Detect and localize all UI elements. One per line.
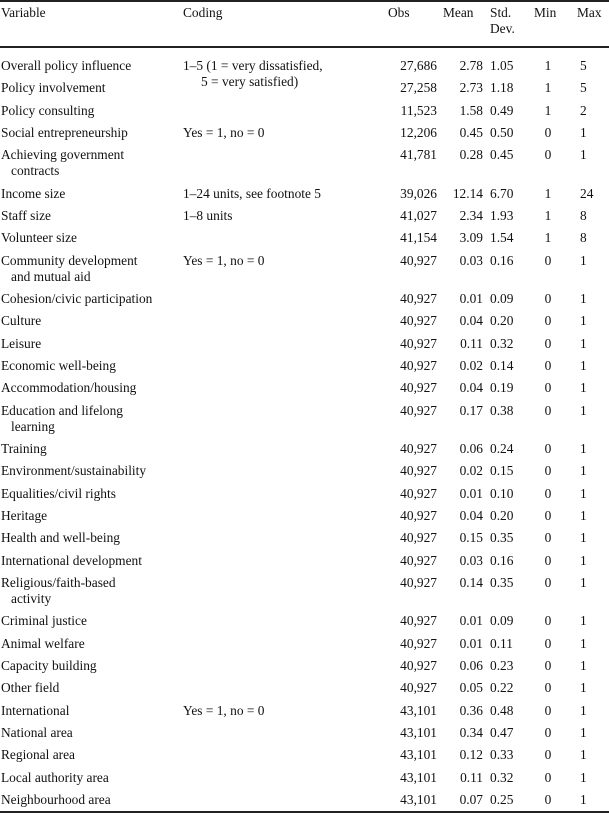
cell-max: 24 (580, 185, 594, 201)
cell-mean: 0.03 (459, 552, 483, 568)
cell-mean: 0.11 (460, 769, 483, 785)
cell-variable (1, 575, 116, 607)
header-std-dev-line2: Dev. (490, 21, 515, 36)
cell-coding (183, 125, 264, 141)
cell-variable (1, 441, 47, 457)
variable-line2: contracts (11, 163, 60, 179)
coding-line1: 1–5 (1 = very dissatisfied, (183, 58, 323, 73)
cell-obs: 40,927 (400, 485, 437, 501)
cell-max: 1 (580, 724, 587, 740)
cell-mean: 0.05 (459, 680, 483, 696)
cell-mean: 0.04 (459, 380, 483, 396)
cell-variable (1, 680, 59, 696)
table-top-rule (0, 0, 609, 2)
coding-line1: 1–8 units (183, 208, 233, 223)
cell-std-dev: 0.35 (490, 574, 514, 590)
cell-variable (1, 613, 87, 629)
cell-min: 1 (544, 230, 552, 246)
cell-max: 1 (580, 769, 587, 785)
cell-std-dev: 0.10 (490, 485, 514, 501)
cell-mean: 1.58 (459, 102, 483, 118)
cell-max: 1 (580, 680, 587, 696)
cell-obs: 40,927 (400, 530, 437, 546)
cell-std-dev: 0.38 (490, 402, 514, 418)
cell-min: 0 (544, 791, 552, 807)
cell-max: 1 (580, 508, 587, 523)
cell-obs: 41,027 (400, 208, 437, 223)
cell-min: 0 (544, 702, 552, 718)
cell-mean: 0.02 (459, 463, 483, 479)
variable-line2: learning (11, 418, 55, 434)
variable-line1: Equalities/civil rights (1, 485, 116, 501)
cell-variable (1, 336, 41, 352)
header-variable: Variable (1, 5, 46, 20)
cell-std-dev: 0.25 (490, 791, 514, 807)
coding-line1: 1–24 units, see footnote 5 (183, 185, 321, 201)
cell-coding (183, 208, 232, 224)
variable-line1: Community development (1, 252, 138, 268)
cell-max: 1 (580, 358, 587, 373)
cell-mean: 0.06 (459, 658, 483, 673)
cell-std-dev: 0.11 (490, 635, 513, 651)
cell-variable (1, 358, 116, 374)
cell-obs: 11,523 (400, 102, 437, 118)
cell-variable (1, 658, 97, 674)
cell-max: 1 (580, 124, 587, 140)
header-std-dev (490, 5, 515, 37)
cell-std-dev: 0.32 (490, 335, 514, 351)
cell-coding (183, 186, 321, 202)
cell-variable (1, 530, 120, 546)
cell-mean: 0.45 (459, 124, 483, 140)
cell-std-dev: 0.49 (490, 102, 514, 118)
cell-std-dev: 0.22 (490, 680, 514, 696)
cell-variable (1, 725, 73, 741)
header-rule (0, 46, 609, 48)
cell-min: 0 (544, 291, 552, 307)
cell-mean: 0.01 (459, 485, 483, 501)
variable-line1: International development (1, 552, 142, 568)
cell-std-dev: 0.09 (490, 613, 514, 629)
cell-obs: 40,927 (400, 441, 437, 457)
cell-max: 1 (580, 635, 587, 651)
variable-line1: Education and lifelong (1, 402, 123, 418)
cell-mean: 0.03 (459, 252, 483, 268)
cell-obs: 40,927 (400, 402, 437, 418)
cell-min: 1 (544, 80, 552, 96)
cell-std-dev: 1.05 (490, 58, 514, 73)
cell-std-dev: 0.45 (490, 147, 514, 163)
cell-std-dev: 0.20 (490, 508, 514, 523)
cell-min: 0 (544, 747, 552, 763)
variable-line1: Policy consulting (1, 102, 95, 118)
variable-line1: Criminal justice (1, 613, 87, 629)
cell-variable (1, 291, 152, 307)
cell-min: 0 (544, 358, 552, 373)
variable-line1: Achieving government (1, 147, 125, 163)
cell-coding (183, 703, 264, 719)
variable-line1: Policy involvement (1, 80, 106, 96)
coding-line1: Yes = 1, no = 0 (183, 252, 265, 268)
cell-max: 1 (580, 313, 587, 329)
cell-obs: 40,927 (400, 335, 437, 351)
cell-max: 1 (580, 702, 587, 718)
cell-max: 1 (580, 574, 587, 590)
cell-min: 0 (544, 724, 552, 740)
variable-line2: activity (11, 590, 52, 606)
cell-mean: 0.17 (459, 402, 483, 418)
variable-line1: Social entrepreneurship (1, 124, 128, 140)
cell-min: 0 (544, 680, 552, 696)
cell-std-dev: 0.09 (490, 291, 514, 307)
cell-std-dev: 6.70 (490, 185, 514, 201)
variable-line1: Other field (1, 680, 60, 696)
cell-mean: 0.02 (459, 358, 483, 373)
cell-mean: 2.34 (459, 208, 483, 223)
cell-std-dev: 0.47 (490, 724, 514, 740)
cell-obs: 40,927 (400, 291, 437, 307)
cell-obs: 40,927 (400, 358, 437, 373)
variable-line1: Staff size (1, 208, 51, 223)
cell-mean: 12.14 (452, 185, 483, 201)
cell-variable (1, 103, 94, 119)
cell-min: 1 (544, 58, 552, 73)
cell-variable (1, 313, 41, 329)
cell-obs: 12,206 (400, 124, 437, 140)
cell-max: 2 (580, 102, 587, 118)
cell-obs: 39,026 (400, 185, 437, 201)
cell-coding (183, 58, 323, 90)
cell-variable (1, 463, 146, 479)
cell-max: 5 (580, 80, 587, 96)
cell-max: 1 (580, 791, 587, 807)
variable-line1: Religious/faith-based (1, 574, 116, 590)
cell-min: 0 (544, 508, 552, 523)
cell-obs: 27,258 (400, 80, 437, 96)
cell-max: 1 (580, 380, 587, 396)
cell-min: 0 (544, 485, 552, 501)
cell-max: 1 (580, 291, 587, 307)
cell-mean: 2.73 (459, 80, 483, 96)
cell-std-dev: 0.16 (490, 252, 514, 268)
cell-std-dev: 0.35 (490, 530, 514, 546)
variable-line1: Leisure (1, 335, 42, 351)
cell-max: 1 (580, 147, 587, 163)
variable-line1: Neighbourhood area (1, 791, 111, 807)
cell-variable (1, 508, 47, 524)
variable-line1: Culture (1, 313, 42, 329)
cell-min: 1 (544, 208, 552, 223)
variable-line1: Volunteer size (1, 230, 77, 246)
cell-min: 0 (544, 574, 552, 590)
cell-min: 0 (544, 380, 552, 396)
header-std-dev-line1: Std. (490, 5, 512, 20)
cell-mean: 3.09 (459, 230, 483, 246)
cell-variable (1, 792, 111, 808)
cell-variable (1, 253, 138, 285)
cell-obs: 40,927 (400, 613, 437, 629)
variable-line1: Heritage (1, 508, 48, 523)
variable-line1: Economic well-being (1, 358, 116, 373)
header-mean: Mean (443, 5, 474, 20)
variable-line1: Environment/sustainability (1, 463, 147, 479)
cell-max: 1 (580, 747, 587, 763)
cell-max: 1 (580, 658, 587, 673)
cell-std-dev: 0.48 (490, 702, 514, 718)
cell-variable (1, 636, 85, 652)
cell-obs: 43,101 (400, 791, 437, 807)
cell-obs: 43,101 (400, 724, 437, 740)
cell-obs: 43,101 (400, 747, 437, 763)
header-obs: Obs (388, 5, 410, 20)
cell-coding (183, 253, 264, 269)
cell-obs: 40,927 (400, 680, 437, 696)
variable-line1: Overall policy influence (1, 58, 132, 73)
header-max: Max (577, 5, 602, 20)
cell-mean: 0.11 (460, 335, 483, 351)
cell-std-dev: 0.50 (490, 124, 514, 140)
cell-obs: 40,927 (400, 313, 437, 329)
cell-std-dev: 0.14 (490, 358, 514, 373)
cell-variable (1, 703, 69, 719)
cell-min: 0 (544, 552, 552, 568)
cell-std-dev: 0.19 (490, 380, 514, 396)
cell-obs: 40,927 (400, 635, 437, 651)
variable-line1: Training (1, 441, 47, 457)
cell-std-dev: 0.15 (490, 463, 514, 479)
cell-obs: 41,781 (400, 147, 437, 163)
cell-min: 0 (544, 124, 552, 140)
header-min: Min (534, 5, 557, 20)
coding-line1: Yes = 1, no = 0 (183, 702, 265, 718)
cell-std-dev: 0.16 (490, 552, 514, 568)
cell-variable (1, 230, 77, 246)
cell-min: 1 (544, 185, 552, 201)
cell-mean: 0.15 (459, 530, 483, 546)
cell-mean: 2.78 (459, 58, 483, 73)
cell-variable (1, 147, 124, 179)
cell-mean: 0.07 (459, 791, 483, 807)
cell-max: 5 (580, 58, 587, 73)
cell-mean: 0.04 (459, 313, 483, 329)
cell-std-dev: 1.18 (490, 80, 514, 96)
cell-mean: 0.14 (459, 574, 483, 590)
cell-max: 8 (580, 230, 587, 246)
cell-min: 0 (544, 313, 552, 329)
cell-mean: 0.34 (459, 724, 483, 740)
cell-variable (1, 486, 116, 502)
variable-line1: National area (1, 724, 73, 740)
cell-min: 0 (544, 335, 552, 351)
cell-min: 0 (544, 441, 552, 457)
cell-obs: 40,927 (400, 552, 437, 568)
cell-min: 0 (544, 463, 552, 479)
cell-variable (1, 770, 109, 786)
cell-std-dev: 0.32 (490, 769, 514, 785)
cell-variable (1, 553, 142, 569)
cell-max: 1 (580, 335, 587, 351)
cell-obs: 43,101 (400, 702, 437, 718)
cell-variable (1, 58, 131, 74)
cell-max: 8 (580, 208, 587, 223)
cell-std-dev: 1.93 (490, 208, 514, 223)
cell-max: 1 (580, 530, 587, 546)
cell-max: 1 (580, 441, 587, 457)
cell-obs: 27,686 (400, 58, 437, 73)
variable-line1: Capacity building (1, 658, 97, 673)
cell-std-dev: 0.33 (490, 747, 514, 763)
cell-variable (1, 208, 51, 224)
cell-mean: 0.01 (459, 613, 483, 629)
cell-std-dev: 0.20 (490, 313, 514, 329)
cell-mean: 0.04 (459, 508, 483, 523)
cell-max: 1 (580, 485, 587, 501)
variable-line1: International (1, 702, 70, 718)
cell-obs: 40,927 (400, 463, 437, 479)
cell-min: 0 (544, 147, 552, 163)
coding-line1: Yes = 1, no = 0 (183, 124, 265, 140)
cell-max: 1 (580, 252, 587, 268)
cell-variable (1, 380, 136, 396)
cell-std-dev: 0.24 (490, 441, 514, 457)
cell-mean: 0.06 (459, 441, 483, 457)
cell-std-dev: 1.54 (490, 230, 514, 246)
cell-mean: 0.01 (459, 635, 483, 651)
cell-mean: 0.36 (459, 702, 483, 718)
cell-mean: 0.01 (459, 291, 483, 307)
cell-max: 1 (580, 552, 587, 568)
cell-mean: 0.12 (459, 747, 483, 763)
cell-obs: 43,101 (400, 769, 437, 785)
table-bottom-rule (0, 811, 609, 813)
cell-obs: 40,927 (400, 508, 437, 523)
header-coding: Coding (183, 5, 223, 20)
variable-line1: Regional area (1, 747, 75, 763)
variable-line1: Health and well-being (1, 530, 120, 546)
cell-variable (1, 747, 75, 763)
cell-obs: 40,927 (400, 574, 437, 590)
cell-obs: 40,927 (400, 380, 437, 396)
cell-min: 0 (544, 658, 552, 673)
cell-obs: 40,927 (400, 658, 437, 673)
variable-line1: Cohesion/civic participation (1, 291, 153, 307)
cell-min: 0 (544, 530, 552, 546)
variable-line1: Income size (1, 185, 66, 201)
variable-line1: Local authority area (1, 769, 109, 785)
cell-obs: 40,927 (400, 252, 437, 268)
variable-line2: and mutual aid (11, 268, 91, 284)
cell-mean: 0.28 (459, 147, 483, 163)
cell-min: 0 (544, 769, 552, 785)
cell-obs: 41,154 (400, 230, 437, 246)
cell-max: 1 (580, 613, 587, 629)
cell-min: 0 (544, 613, 552, 629)
cell-min: 0 (544, 635, 552, 651)
cell-min: 1 (544, 102, 552, 118)
variable-line1: Accommodation/housing (1, 380, 137, 396)
cell-min: 0 (544, 402, 552, 418)
variable-line1: Animal welfare (1, 635, 85, 651)
cell-min: 0 (544, 252, 552, 268)
cell-variable (1, 125, 128, 141)
cell-variable (1, 403, 123, 435)
cell-max: 1 (580, 463, 587, 479)
cell-std-dev: 0.23 (490, 658, 514, 673)
cell-variable (1, 186, 65, 202)
cell-max: 1 (580, 402, 587, 418)
coding-line2: 5 = very satisfied) (201, 74, 299, 89)
cell-variable (1, 80, 106, 96)
